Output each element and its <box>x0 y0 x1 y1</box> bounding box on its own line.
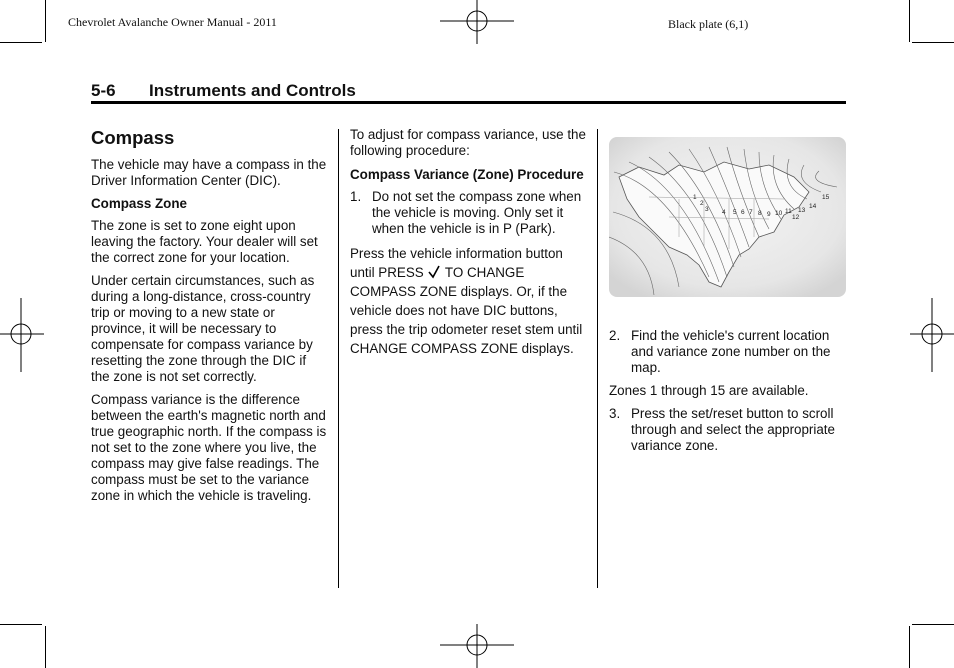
section-title: Instruments and Controls <box>149 81 356 100</box>
list-text: Do not set the compass zone when the vehicle is moving. Only set it when the vehicle is in P (Park). <box>372 189 582 236</box>
list-text: Press the set/reset button to scroll through and select the appropriate variance zone. <box>631 406 835 453</box>
column-divider <box>338 129 339 588</box>
zone-label: 14 <box>809 203 817 210</box>
zone-label: 10 <box>775 210 783 217</box>
text-fragment: TO CHANGE COMPASS ZONE displays. Or, if the vehicle does not have DIC buttons, press the trip odometer reset stem until CHANGE COMPASS ZONE displays. <box>350 265 583 356</box>
page-number: 5-6 <box>91 81 116 100</box>
crop-mark <box>45 626 46 668</box>
registration-target-icon <box>440 0 514 44</box>
paragraph: To adjust for compass variance, use the following procedure: <box>350 127 586 158</box>
zone-label: 6 <box>741 209 745 216</box>
column-3 <box>609 328 845 461</box>
zone-label: 7 <box>749 209 753 216</box>
registration-target-icon <box>910 298 954 372</box>
crop-mark <box>909 0 910 42</box>
crop-mark <box>0 624 42 625</box>
list-number: 3. <box>609 406 621 421</box>
zone-label: 4 <box>722 209 726 216</box>
paragraph: The vehicle may have a compass in the Driver Information Center (DIC). <box>91 157 327 188</box>
list-item <box>350 189 588 237</box>
crop-mark <box>912 42 954 43</box>
subheading: Compass Zone <box>91 196 187 211</box>
zone-label: 8 <box>758 210 762 217</box>
column-1 <box>91 127 327 511</box>
paragraph <box>350 244 588 358</box>
zone-label: 15 <box>822 194 830 201</box>
running-title: Chevrolet Avalanche Owner Manual - 2011 <box>68 15 277 29</box>
section-rule <box>91 101 846 104</box>
zone-label: 2 <box>700 200 704 207</box>
crop-mark <box>909 626 910 668</box>
text-fragment: Press the vehicle information button until PRESS <box>350 246 563 280</box>
column-divider <box>597 129 598 588</box>
crop-mark <box>45 0 46 42</box>
registration-target-icon <box>440 624 514 668</box>
paragraph: Under certain circumstances, such as during a long-distance, cross-country trip or moving to a new state or province, it will be necessary to compensate for compass variance by resetting the zone through the DIC if the zone is not set correctly. <box>91 273 315 384</box>
zone-label: 5 <box>733 209 737 216</box>
zone-label: 11 <box>785 208 792 215</box>
column-2 <box>350 127 588 365</box>
page-title: Compass <box>91 127 175 148</box>
list-number: 1. <box>350 189 362 204</box>
compass-zone-map <box>609 137 846 297</box>
checkmark-icon <box>427 265 441 279</box>
zone-label: 12 <box>792 214 800 221</box>
zone-label: 9 <box>767 211 771 218</box>
zone-label: 1 <box>693 194 697 201</box>
list-text: Find the vehicle's current location and variance zone number on the map. <box>631 328 831 375</box>
paragraph: The zone is set to zone eight upon leaving the factory. Your dealer will set the correct zone for your location. <box>91 218 318 265</box>
crop-mark <box>912 624 954 625</box>
list-number: 2. <box>609 328 621 343</box>
paragraph: Zones 1 through 15 are available. <box>609 383 809 398</box>
paragraph: Compass variance is the difference between the earth's magnetic north and true geographic north. If the compass is not set to the zone where you live, the compass may give false readings. The compass must be set to the variance zone in which the vehicle is traveling. <box>91 392 327 503</box>
list-item <box>609 406 845 454</box>
plate-label: Black plate (6,1) <box>668 17 749 31</box>
zone-label: 3 <box>705 206 709 213</box>
crop-mark <box>0 42 42 43</box>
subheading: Compass Variance (Zone) Procedure <box>350 167 584 182</box>
registration-target-icon <box>0 298 44 372</box>
zone-label: 13 <box>798 207 806 214</box>
list-item <box>609 328 845 376</box>
